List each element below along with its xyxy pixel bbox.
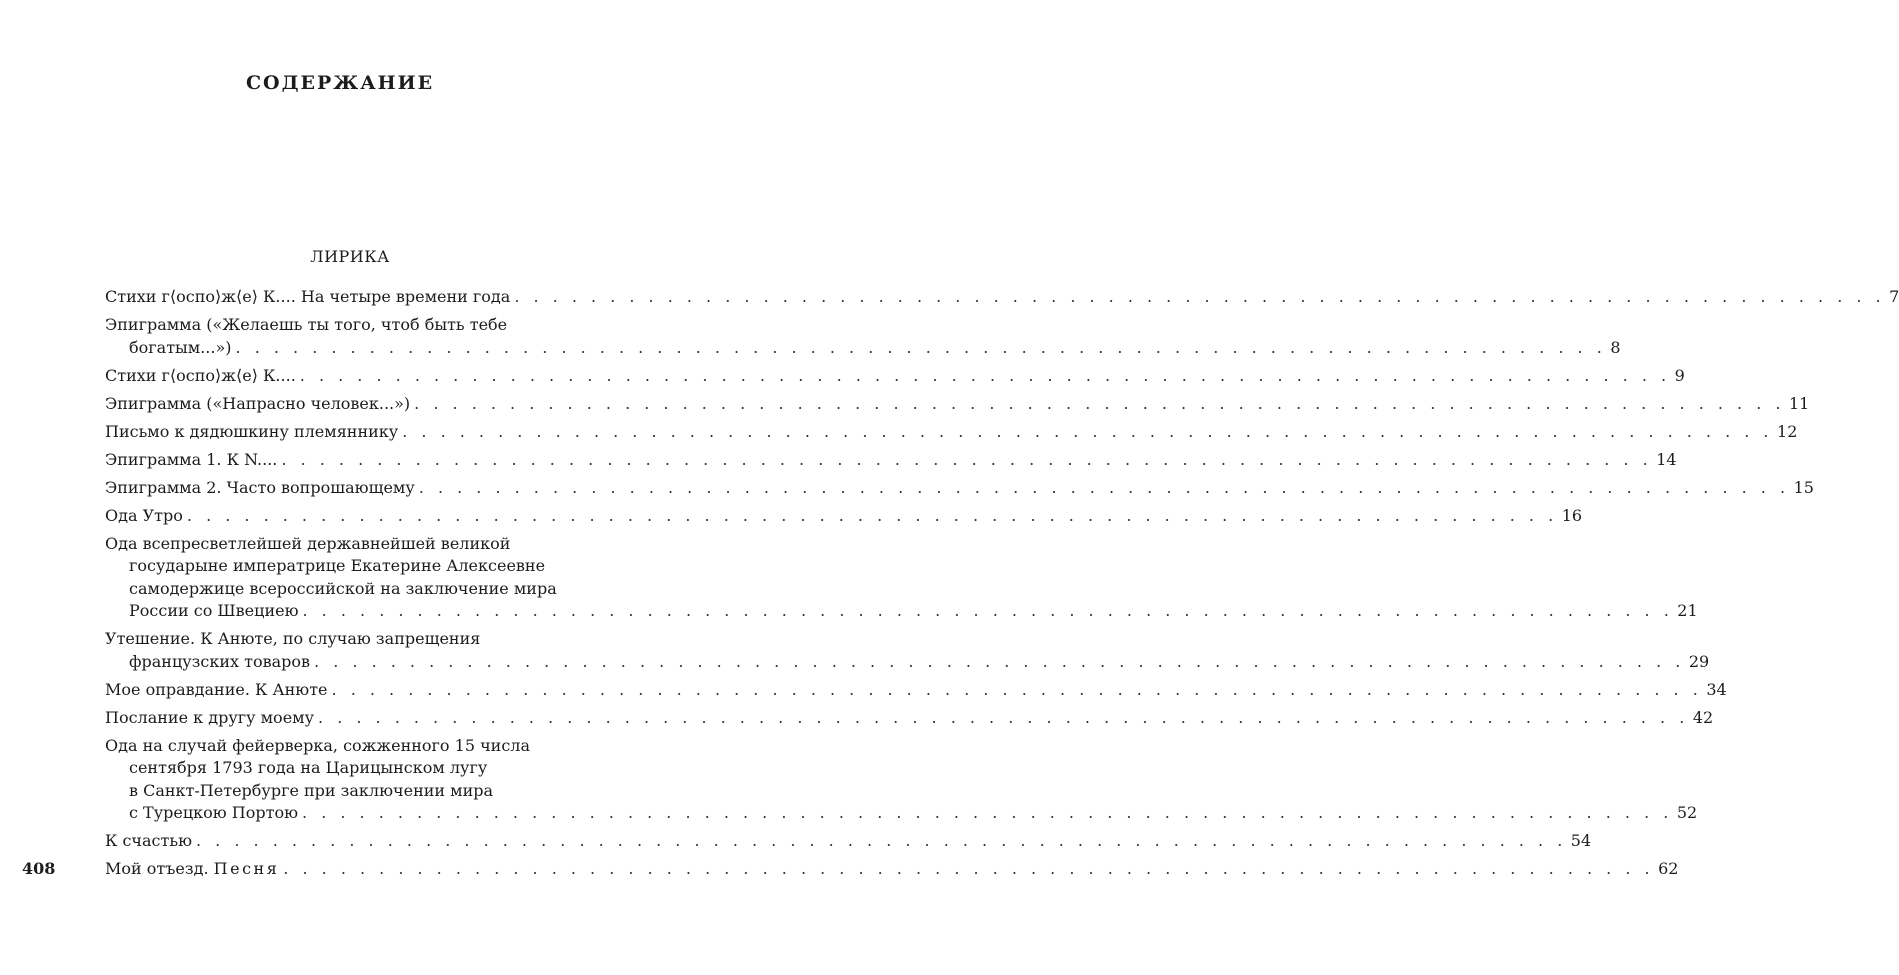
- toc-entry-title: Эпиграмма («Желаешь ты того, чтоб быть тебе: [105, 315, 508, 334]
- toc-entry-title: Мое оправдание. К Анюте: [105, 679, 328, 699]
- toc-entry-title: Ода Утро: [105, 505, 183, 525]
- toc-page-number: 12: [1777, 421, 1798, 441]
- toc-entry-title-genre: Песня: [213, 859, 280, 878]
- toc-entry: [105, 421, 1798, 444]
- toc-entry-title: Письмо к дядюшкину племяннику: [105, 421, 399, 441]
- dot-leader: . . . . . . . . . . . . . . . . . . . . . . . . . . . . . . . . . . . . . . . . . . . . . . . . . . . . . . . . . . . . . . . . . . . . . . . .: [414, 393, 1785, 413]
- toc-entry: [105, 533, 1698, 623]
- toc-page-number: 52: [1676, 803, 1698, 822]
- toc-entry-title: Стихи г⟨оспо⟩ж⟨е⟩ К....: [105, 365, 296, 385]
- dot-leader: . . . . . . . . . . . . . . . . . . . . . . . . . . . . . . . . . . . . . . . . . . . . . . . . . . . . . . . . . . . . . . . . . . . . . . . .: [235, 337, 1607, 357]
- toc-entry-title-main: Мой отъезд.: [105, 859, 214, 878]
- toc-entry-title: [105, 858, 279, 881]
- toc-entry-title-cont: сентября 1793 года на Царицынском лугу: [129, 758, 488, 777]
- toc-entry-title: Послание к другу моему: [105, 707, 315, 727]
- toc-page-number: 11: [1788, 393, 1810, 413]
- toc-entry: [105, 365, 1685, 388]
- toc-entry-title-cont: России со Швециею: [129, 601, 299, 620]
- toc-entry-title-cont: в Санкт-Петербурге при заключении мира: [129, 780, 494, 800]
- toc-entry: [105, 628, 1710, 673]
- toc-page-number: 15: [1793, 477, 1814, 497]
- dot-leader: . . . . . . . . . . . . . . . . . . . . . . . . . . . . . . . . . . . . . . . . . . . . . . . . . . . . . . . . . . . . . . . . . . . . . . . .: [186, 505, 1558, 525]
- page-title: СОДЕРЖАНИЕ: [245, 72, 435, 94]
- toc-entry: [105, 314, 1621, 359]
- toc-entry-title: Эпиграмма («Напрасно человек...»): [105, 393, 411, 413]
- toc-entry: [105, 679, 1727, 702]
- dot-leader: . . . . . . . . . . . . . . . . . . . . . . . . . . . . . . . . . . . . . . . . . . . . . . . . . . . . . . . . . . . . . . . . . . . . . . . .: [283, 859, 1655, 878]
- section-heading: ЛИРИКА: [310, 247, 390, 266]
- toc-page-number: 29: [1688, 651, 1710, 671]
- dot-leader: . . . . . . . . . . . . . . . . . . . . . . . . . . . . . . . . . . . . . . . . . . . . . . . . . . . . . . . . . . . . . . . . . . . . . . . .: [402, 421, 1774, 441]
- dot-leader: . . . . . . . . . . . . . . . . . . . . . . . . . . . . . . . . . . . . . . . . . . . . . . . . . . . . . . . . . . . . . . . . . . . . . . . .: [318, 707, 1689, 727]
- dot-leader: . . . . . . . . . . . . . . . . . . . . . . . . . . . . . . . . . . . . . . . . . . . . . . . . . . . . . . . . . . . . . . . . . . . . . . . .: [196, 831, 1567, 850]
- toc-entry-title: Эпиграмма 2. Часто вопрошающему: [105, 477, 415, 497]
- toc-entry-title: Ода на случай фейерверка, сожженного 15 числа: [105, 735, 530, 755]
- page-number: 408: [22, 859, 56, 878]
- table-of-contents: [105, 286, 1899, 886]
- dot-leader: . . . . . . . . . . . . . . . . . . . . . . . . . . . . . . . . . . . . . . . . . . . . . . . . . . . . . . . . . . . . . . . . . . . . . . . .: [302, 803, 1673, 822]
- dot-leader: . . . . . . . . . . . . . . . . . . . . . . . . . . . . . . . . . . . . . . . . . . . . . . . . . . . . . . . . . . . . . . . . . . . . . . . .: [281, 449, 1653, 469]
- toc-page-number: 8: [1610, 337, 1621, 357]
- toc-entry-title-cont: с Турецкою Портою: [129, 803, 299, 822]
- toc-entry-title: Ода всепресветлейшей державнейшей великой: [105, 533, 511, 553]
- toc-entry-title: Стихи г⟨оспо⟩ж⟨е⟩ К.... На четыре времени года: [105, 287, 511, 306]
- dot-leader: . . . . . . . . . . . . . . . . . . . . . . . . . . . . . . . . . . . . . . . . . . . . . . . . . . . . . . . . . . . . . . . . . . . . . . . .: [302, 601, 1674, 620]
- toc-entry-title-cont: самодержице всероссийской на заключение мира: [129, 578, 557, 598]
- toc-entry-title-cont: французских товаров: [129, 651, 311, 671]
- toc-entry: [105, 505, 1583, 528]
- dot-leader: . . . . . . . . . . . . . . . . . . . . . . . . . . . . . . . . . . . . . . . . . . . . . . . . . . . . . . . . . . . . . . . . . . . . . . . .: [418, 477, 1790, 497]
- dot-leader: . . . . . . . . . . . . . . . . . . . . . . . . . . . . . . . . . . . . . . . . . . . . . . . . . . . . . . . . . . . . . . . . . . . . . . . .: [299, 365, 1671, 385]
- toc-entry: [105, 707, 1714, 730]
- toc-entry: [105, 735, 1698, 825]
- toc-entry-title-cont: государыне императрице Екатерине Алексеевне: [129, 556, 546, 575]
- toc-entry-title: Эпиграмма 1. К N....: [105, 449, 278, 469]
- toc-page-number: 54: [1570, 831, 1592, 850]
- toc-page-number: 42: [1692, 707, 1714, 727]
- toc-page-number: 21: [1677, 601, 1698, 620]
- toc-page-number: 62: [1658, 859, 1679, 878]
- toc-entry: [105, 449, 1677, 472]
- toc-page-number: 7: [1889, 287, 1899, 306]
- dot-leader: . . . . . . . . . . . . . . . . . . . . . . . . . . . . . . . . . . . . . . . . . . . . . . . . . . . . . . . . . . . . . . . . . . . . . . . .: [331, 679, 1703, 699]
- toc-entry: [105, 830, 1592, 853]
- toc-entry: [105, 286, 1899, 309]
- toc-entry-title-cont: богатым...»): [129, 337, 232, 357]
- toc-page-number: 34: [1706, 679, 1727, 699]
- toc-entry: [105, 393, 1810, 416]
- toc-entry: [105, 477, 1814, 500]
- toc-page-number: 16: [1561, 505, 1583, 525]
- toc-page-number: 14: [1656, 449, 1677, 469]
- toc-entry-title: Утешение. К Анюте, по случаю запрещения: [105, 629, 481, 648]
- toc-entry-title: К счастью: [105, 831, 192, 850]
- dot-leader: . . . . . . . . . . . . . . . . . . . . . . . . . . . . . . . . . . . . . . . . . . . . . . . . . . . . . . . . . . . . . . . . . . . . . . . .: [514, 287, 1886, 306]
- dot-leader: . . . . . . . . . . . . . . . . . . . . . . . . . . . . . . . . . . . . . . . . . . . . . . . . . . . . . . . . . . . . . . . . . . . . . . . .: [314, 651, 1685, 671]
- toc-entry: [105, 858, 1679, 881]
- toc-page-number: 9: [1674, 365, 1685, 385]
